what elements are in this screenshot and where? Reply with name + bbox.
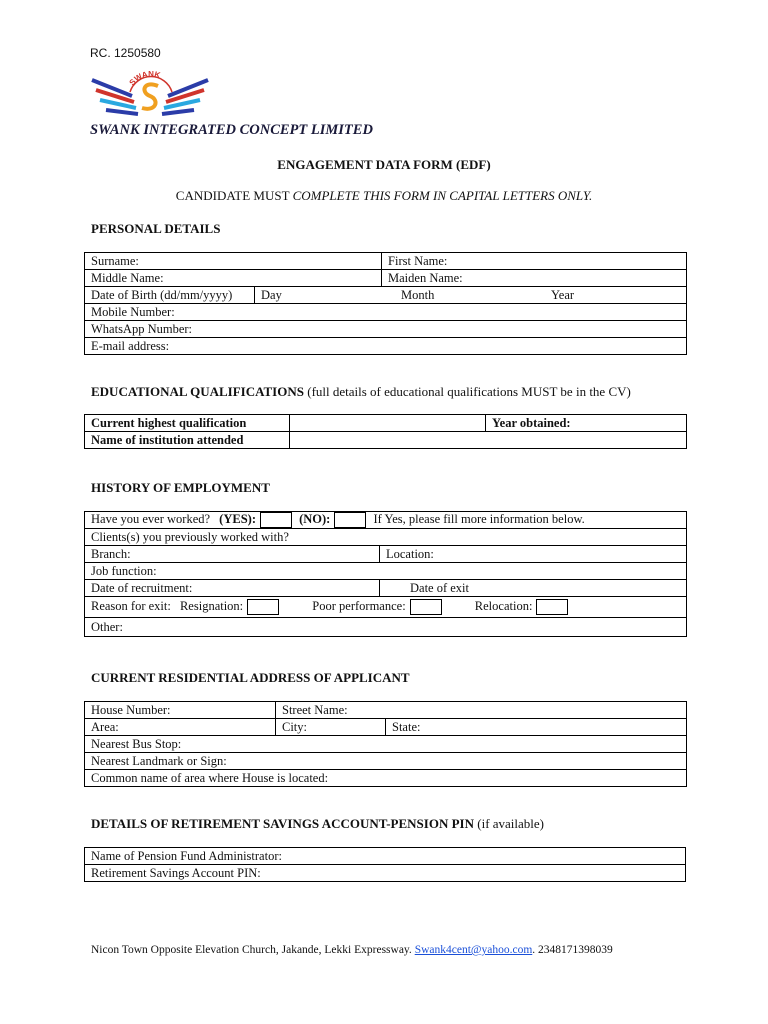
education-table bbox=[84, 414, 687, 449]
relocation-checkbox[interactable] bbox=[536, 599, 568, 615]
year-obtained-field[interactable]: Year obtained: bbox=[486, 415, 687, 432]
mobile-number-field[interactable]: Mobile Number: bbox=[85, 304, 687, 321]
institution-label: Name of institution attended bbox=[85, 432, 290, 449]
form-title: ENGAGEMENT DATA FORM (EDF) bbox=[277, 157, 491, 172]
dob-month: Month bbox=[401, 287, 435, 302]
bus-stop-field[interactable]: Nearest Bus Stop: bbox=[85, 736, 687, 753]
exit-reason-row: Reason for exit: Resignation: Poor performance: Relocation: bbox=[85, 597, 687, 618]
surname-field[interactable]: Surname: bbox=[85, 253, 382, 270]
recruitment-date-field[interactable]: Date of recruitment: bbox=[85, 580, 380, 597]
no-checkbox[interactable] bbox=[334, 512, 366, 528]
employment-table bbox=[84, 511, 687, 637]
footer bbox=[91, 944, 613, 956]
first-name-field[interactable]: First Name: bbox=[382, 253, 687, 270]
personal-details-heading: PERSONAL DETAILS bbox=[91, 221, 221, 236]
highest-qualification-field[interactable] bbox=[290, 415, 486, 432]
dob-label: Date of Birth (dd/mm/yyyy) bbox=[85, 287, 255, 304]
logo-text: SWANK bbox=[127, 69, 162, 88]
rc-number: RC. 1250580 bbox=[90, 46, 161, 60]
company-name: SWANK INTEGRATED CONCEPT LIMITED bbox=[90, 122, 373, 138]
rsa-pin-field[interactable]: Retirement Savings Account PIN: bbox=[85, 865, 686, 882]
street-name-field[interactable]: Street Name: bbox=[276, 702, 687, 719]
house-number-field[interactable]: House Number: bbox=[85, 702, 276, 719]
institution-field[interactable] bbox=[290, 432, 687, 449]
dob-day: Day bbox=[261, 287, 282, 302]
poor-performance-checkbox[interactable] bbox=[410, 599, 442, 615]
pfa-field[interactable]: Name of Pension Fund Administrator: bbox=[85, 848, 686, 865]
dob-field[interactable] bbox=[255, 287, 687, 304]
company-logo bbox=[88, 62, 212, 126]
personal-details-table bbox=[84, 252, 687, 355]
highest-qualification-label: Current highest qualification bbox=[85, 415, 290, 432]
branch-field[interactable]: Branch: bbox=[85, 546, 380, 563]
exit-date-field[interactable]: Date of exit bbox=[380, 580, 687, 597]
city-field[interactable]: City: bbox=[276, 719, 386, 736]
education-heading: EDUCATIONAL QUALIFICATIONS (full details of educational qualifications MUST be in the CV) bbox=[91, 384, 631, 399]
pension-heading: DETAILS OF RETIREMENT SAVINGS ACCOUNT-PENSION PIN (if available) bbox=[91, 816, 545, 831]
other-reason-field[interactable]: Other: bbox=[85, 618, 687, 637]
pension-table bbox=[84, 847, 686, 882]
resignation-checkbox[interactable] bbox=[247, 599, 279, 615]
area-common-name-field[interactable]: Common name of area where House is located: bbox=[85, 770, 687, 787]
footer-address: Nicon Town Opposite Elevation Church, Jakande, Lekki Expressway. bbox=[91, 944, 412, 956]
middle-name-field[interactable]: Middle Name: bbox=[85, 270, 382, 287]
employment-heading: HISTORY OF EMPLOYMENT bbox=[91, 480, 270, 495]
dob-year: Year bbox=[551, 287, 575, 302]
area-field[interactable]: Area: bbox=[85, 719, 276, 736]
address-heading: CURRENT RESIDENTIAL ADDRESS OF APPLICANT bbox=[91, 670, 410, 685]
form-instruction: CANDIDATE MUST COMPLETE THIS FORM IN CAPITAL LETTERS ONLY. bbox=[175, 188, 593, 203]
previous-clients-field[interactable]: Clients(s) you previously worked with? bbox=[85, 529, 687, 546]
maiden-name-field[interactable]: Maiden Name: bbox=[382, 270, 687, 287]
job-function-field[interactable]: Job function: bbox=[85, 563, 687, 580]
yes-checkbox[interactable] bbox=[260, 512, 292, 528]
ever-worked-row: Have you ever worked? (YES): (NO): If Yes, please fill more information below. bbox=[85, 512, 687, 529]
state-field[interactable]: State: bbox=[386, 719, 687, 736]
footer-email-link[interactable]: Swank4cent@yahoo.com bbox=[414, 944, 533, 956]
footer-phone: . 2348171398039 bbox=[532, 944, 613, 956]
email-field[interactable]: E-mail address: bbox=[85, 338, 687, 355]
location-field[interactable]: Location: bbox=[380, 546, 687, 563]
address-table bbox=[84, 701, 687, 787]
whatsapp-number-field[interactable]: WhatsApp Number: bbox=[85, 321, 687, 338]
landmark-field[interactable]: Nearest Landmark or Sign: bbox=[85, 753, 687, 770]
